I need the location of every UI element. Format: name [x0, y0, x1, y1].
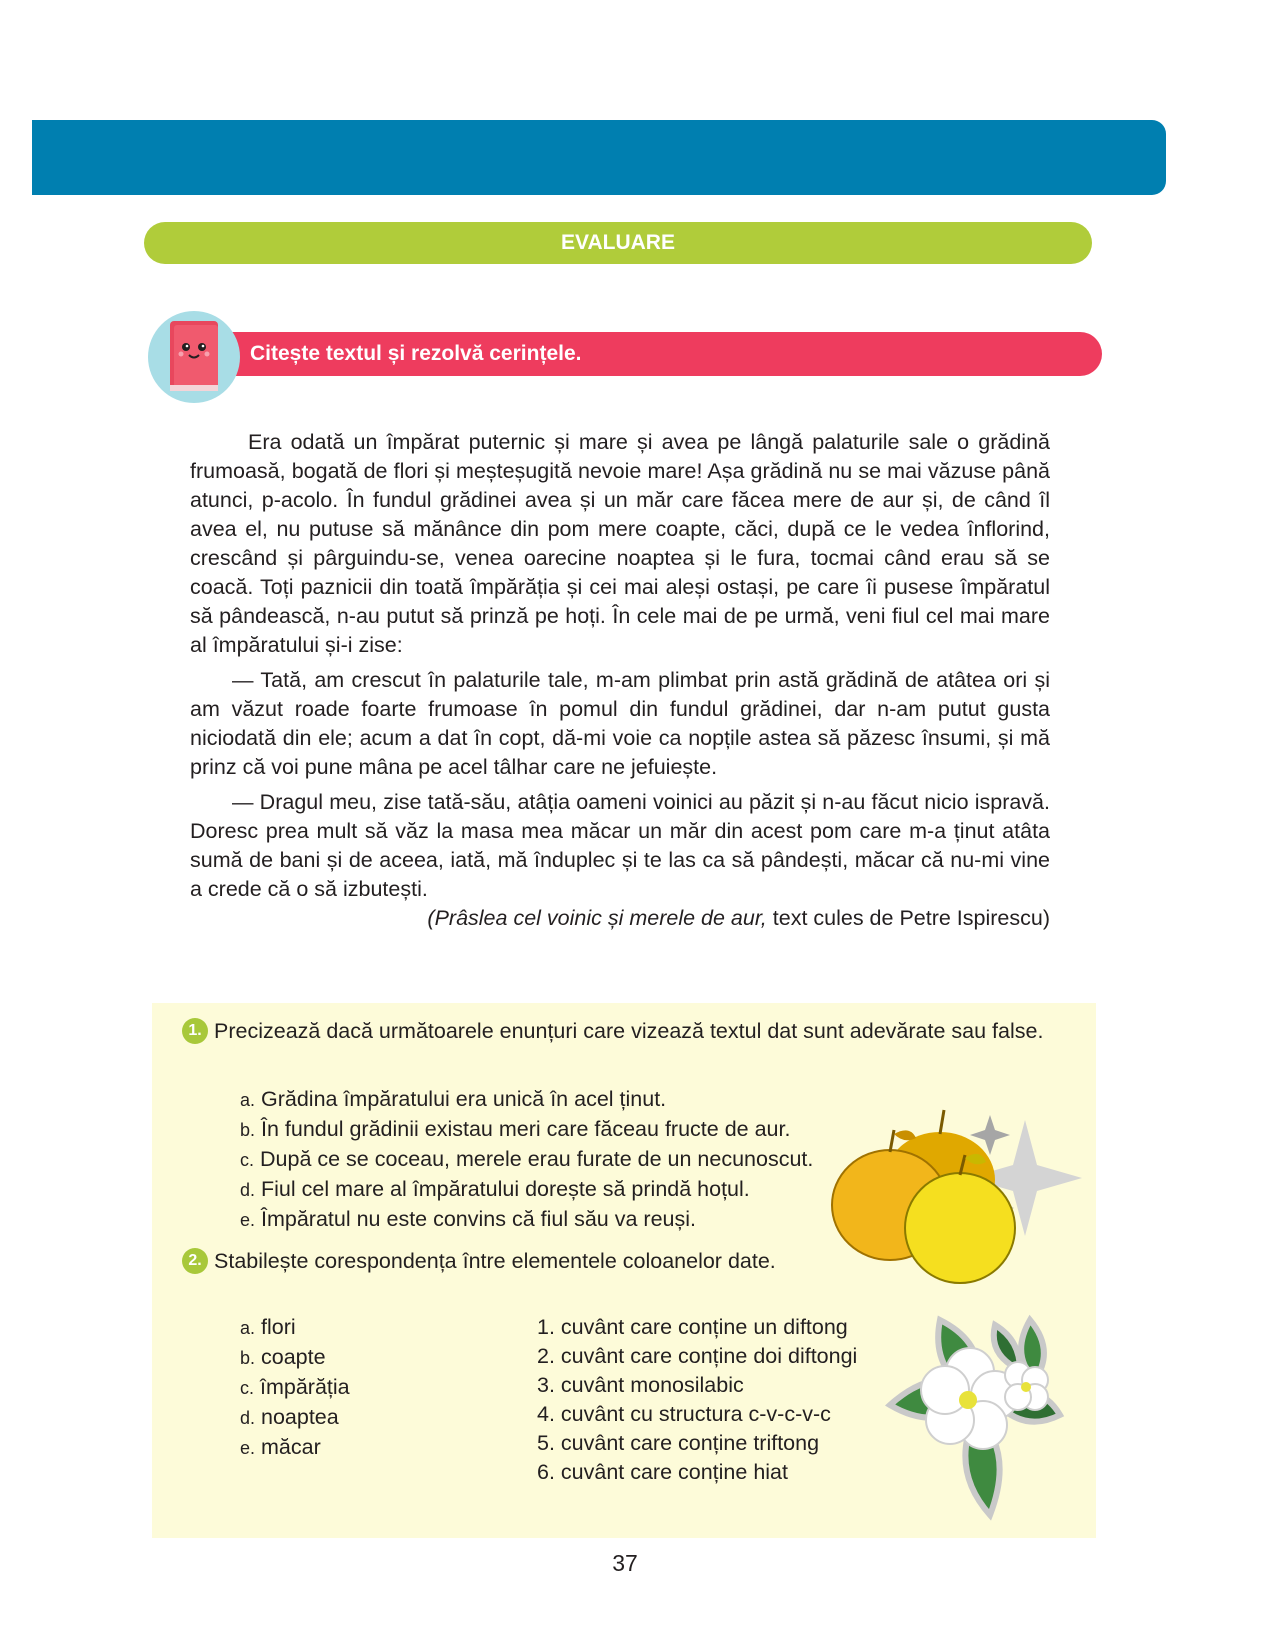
- source-rest: text cules de Petre Ispirescu): [772, 906, 1050, 930]
- list-item: 2. cuvânt care conține doi diftongi: [537, 1344, 858, 1368]
- exercise-2-left-column: [240, 1313, 350, 1463]
- list-item: 4. cuvânt cu structura c-v-c-v-c: [537, 1402, 831, 1426]
- list-item: 6. cuvânt care conține hiat: [537, 1460, 788, 1484]
- task-instruction: Citește textul și rezolvă cerințele.: [250, 342, 582, 365]
- passage-paragraph: — Tată, am crescut în palaturile tale, m-am plimbat prin astă grădină de atâtea ori și am văzut roade foarte frumoase în pomul din fundul grădinei, dar n-am putut gusta niciodată din ele; acum a dat în copt, dă-mi voie ca nopțile astea să păzesc însumi, și mă prinz că voi pune mâna pe acel tâlhar care ne jefuiește.: [190, 668, 1050, 779]
- passage-source: [190, 904, 1050, 933]
- reading-passage: [190, 428, 1050, 933]
- flower-illustration: [870, 1300, 1085, 1530]
- exercise-2-prompt: Stabilește corespondența între elementele coloanelor date.: [214, 1248, 776, 1273]
- section-title: EVALUARE: [561, 231, 675, 254]
- task-instruction-bar: [222, 332, 1102, 376]
- exercise-1-list: [240, 1085, 813, 1235]
- list-item: c. După ce se coceau, merele erau furate de un necunoscut.: [240, 1147, 814, 1171]
- list-item: c. împărăția: [240, 1375, 350, 1399]
- book-badge: [148, 311, 240, 403]
- exercise-2-number: 2.: [182, 1248, 208, 1274]
- list-item: 3. cuvânt monosilabic: [537, 1373, 744, 1397]
- list-item: e. Împăratul nu este convins că fiul său va reuși.: [240, 1207, 696, 1231]
- list-item: e. măcar: [240, 1435, 321, 1459]
- section-title-bar: [144, 222, 1092, 264]
- exercise-2-heading: [182, 1248, 776, 1274]
- book-icon: [148, 311, 240, 403]
- passage-paragraph: — Dragul meu, zise tată-său, atâția oameni voinici au păzit și n-au făcut nicio ispravă. Doresc prea mult să văz la masa mea măcar un măr din acest pom care m-a ținut atâta sumă de bani și de aceea, iată, mă înduplec și te las ca să pândești, măcar că nu-mi vine a crede că o să izbutești.: [190, 790, 1050, 901]
- exercise-2-right-column: [537, 1313, 857, 1487]
- list-item: 1. cuvânt care conține un diftong: [537, 1315, 848, 1339]
- list-item: b. În fundul grădinii existau meri care făceau fructe de aur.: [240, 1117, 791, 1141]
- header-band: [32, 120, 1166, 195]
- exercise-1-prompt: Precizează dacă următoarele enunțuri care vizează textul dat sunt adevărate sau false.: [214, 1018, 1044, 1043]
- page-number: 37: [612, 1550, 638, 1576]
- exercise-1-number: 1.: [182, 1018, 208, 1044]
- list-item: a. Grădina împăratului era unică în acel ținut.: [240, 1087, 667, 1111]
- list-item: b. coapte: [240, 1345, 326, 1369]
- flower-icon: [1005, 1362, 1048, 1410]
- passage-paragraph: Era odată un împărat puternic și mare și avea pe lângă palaturile sale o grădină frumoasă, bogată de flori și meșteșugită nevoie mare! Așa grădină nu se mai văzuse până atunci, p-acolo. În fundul grădinei avea și un măr care făcea mere de aur și, de când îl avea el, nu putuse să mănânce din pom mere coapte, căci, după ce le vedea înflorind, crescând și pârguindu-se, venea oarecine noaptea și le fura, tocmai când erau să se coacă. Toți paznicii din toată împărăția și cei mai aleși ostași, pe care îi pusese împăratul să pândească, n-au putut să prinză pe hoți. În cele mai de pe urmă, veni fiul cel mai mare al împăratului și-i zise:: [190, 430, 1050, 657]
- list-item: d. noaptea: [240, 1405, 339, 1429]
- list-item: d. Fiul cel mare al împăratului dorește să prindă hoțul.: [240, 1177, 750, 1201]
- list-item: a. flori: [240, 1315, 296, 1339]
- exercise-1-heading: [182, 1018, 1043, 1044]
- source-title: (Prâslea cel voinic și merele de aur,: [427, 906, 767, 930]
- golden-apples-illustration: [820, 1100, 1090, 1300]
- list-item: 5. cuvânt care conține triftong: [537, 1431, 820, 1455]
